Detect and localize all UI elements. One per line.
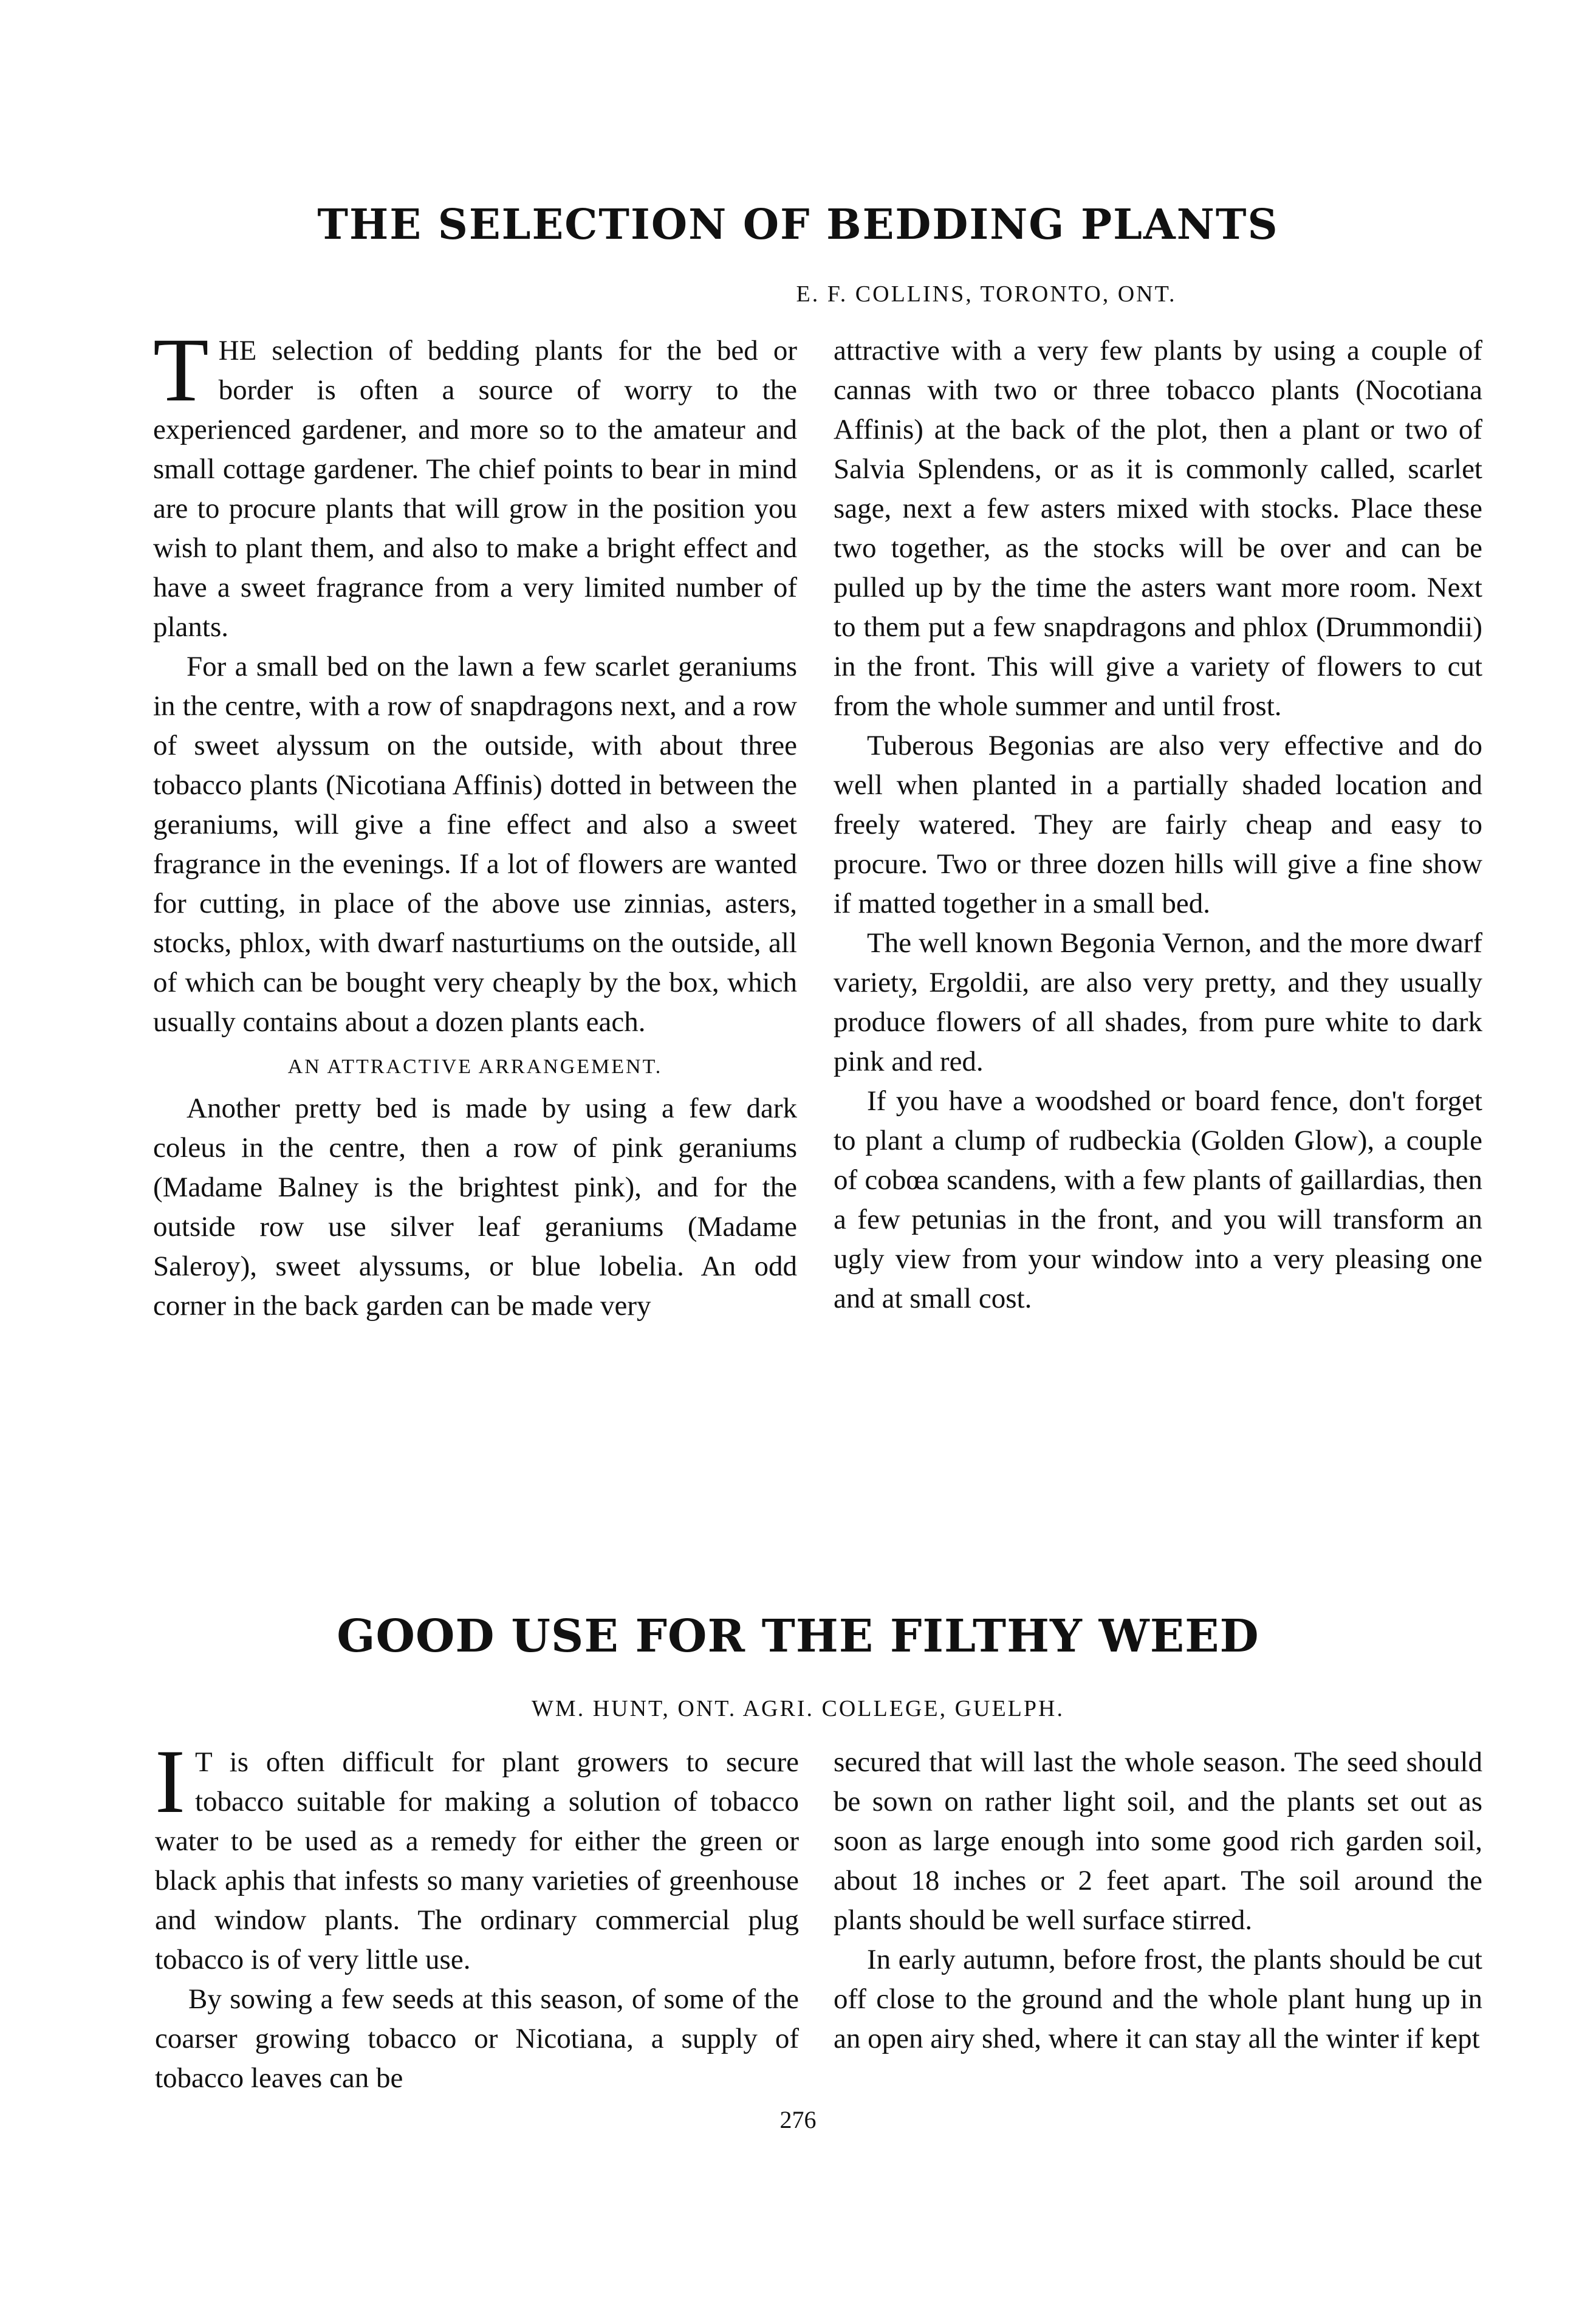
article-title-filthy-weed: GOOD USE FOR THE FILTHY WEED [337, 1610, 1259, 1662]
drop-cap: I [155, 1731, 185, 1832]
article2-right-column [834, 1743, 1482, 2059]
paragraph-text: T is often difficult for plant growers to secure tobacco suitable for making a solution of tobacco water to be used as a remedy for either the green or black aphis that infests so many varieties of greenhouse and window plants. The ordinary commercial plug tobacco is of very little use. [155, 1746, 799, 1975]
article2-left-paragraph-2: By sowing a few seeds at this season, of some of the coarser growing tobacco or Nicotiana, a supply of tobacco leaves can be [155, 1983, 799, 2094]
article2-right-paragraph-1: secured that will last the whole season. The seed should be sown on rather light soil, and the plants set out as soon as large enough into some good rich garden soil, about 18 inches or 2 feet apart. The soil around the plants should be well surface stirred. [834, 1746, 1482, 1936]
page-number: 276 [779, 2106, 817, 2133]
article2-left-paragraph-1 [155, 1731, 799, 1980]
paragraph-text: HE selection of bedding plants for the bed or border is often a source of worry to the experienced gardener, and more so to the amateur and small cottage gardener. The chief points to bear in mind are to procure plants that will grow in the position you wish to plant them, and also to make a bright effect and have a sweet fragrance from a very limited number of plants. [153, 335, 797, 643]
article1-right-paragraph-3: The well known Begonia Vernon, and the more dwarf variety, Ergoldii, are also very pretty, and they usually produce flowers of all shades, from pure white to dark pink and red. [834, 927, 1482, 1077]
section-subhead: AN ATTRACTIVE ARRANGEMENT. [287, 1055, 663, 1078]
article1-right-paragraph-1: attractive with a very few plants by using a couple of cannas with two or three tobacco plants (Nocotiana Affinis) at the back of the plot, then a plant or two of Salvia Splendens, or as it is commonly called, scarlet sage, next a few asters mixed with stocks. Place these two together, as the stocks will be over and can be pulled up by the time the asters want more room. Next to them put a few snapdragons and phlox (Drummondii) in the front. This will give a variety of flowers to cut from the whole summer and until frost. [834, 335, 1482, 722]
article1-left-column [153, 320, 797, 1326]
article1-right-paragraph-4: If you have a woodshed or board fence, don't forget to plant a clump of rudbeckia (Golden Glow), a couple of cobœa scandens, with a few plants of gaillardias, then a few petunias in the front, and you will transform an ugly view from your window into a very pleasing one and at small cost. [834, 1085, 1482, 1314]
article1-left-paragraph-3: Another pretty bed is made by using a few dark coleus in the centre, then a row of pink geraniums (Madame Balney is the brightest pink), and for the outside row use silver leaf geraniums (Madame Saleroy), sweet alyssums, or blue lobelia. An odd corner in the back garden can be made very [153, 1093, 797, 1322]
article2-right-paragraph-2: In early autumn, before frost, the plants should be cut off close to the ground and the whole plant hung up in an open airy shed, where it can stay all the winter if kept [834, 1944, 1482, 2054]
article-title-bedding-plants: THE SELECTION OF BEDDING PLANTS [317, 201, 1279, 249]
article1-right-paragraph-2: Tuberous Begonias are also very effective and do well when planted in a partially shaded location and freely watered. They are fairly cheap and easy to procure. Two or three dozen hills will give a fine show if matted together in a small bed. [834, 730, 1482, 919]
article-byline-filthy-weed: WM. HUNT, ONT. AGRI. COLLEGE, GUELPH. [532, 1696, 1064, 1721]
article1-left-paragraph-1 [153, 320, 797, 647]
article-byline-bedding-plants: E. F. COLLINS, TORONTO, ONT. [796, 281, 1177, 307]
article2-left-column [155, 1731, 799, 2098]
drop-cap: T [153, 320, 209, 420]
article1-right-column [834, 331, 1482, 1319]
article1-left-paragraph-2: For a small bed on the lawn a few scarlet geraniums in the centre, with a row of snapdragons next, and a row of sweet alyssum on the outside, with about three tobacco plants (Nicotiana Affinis) dotted in between the geraniums, will give a fine effect and also a sweet fragrance in the evenings. If a lot of flowers are wanted for cutting, in place of the above use zinnias, asters, stocks, phlox, with dwarf nasturtiums on the outside, all of which can be bought very cheaply by the box, which usually contains about a dozen plants each. [153, 651, 797, 1038]
